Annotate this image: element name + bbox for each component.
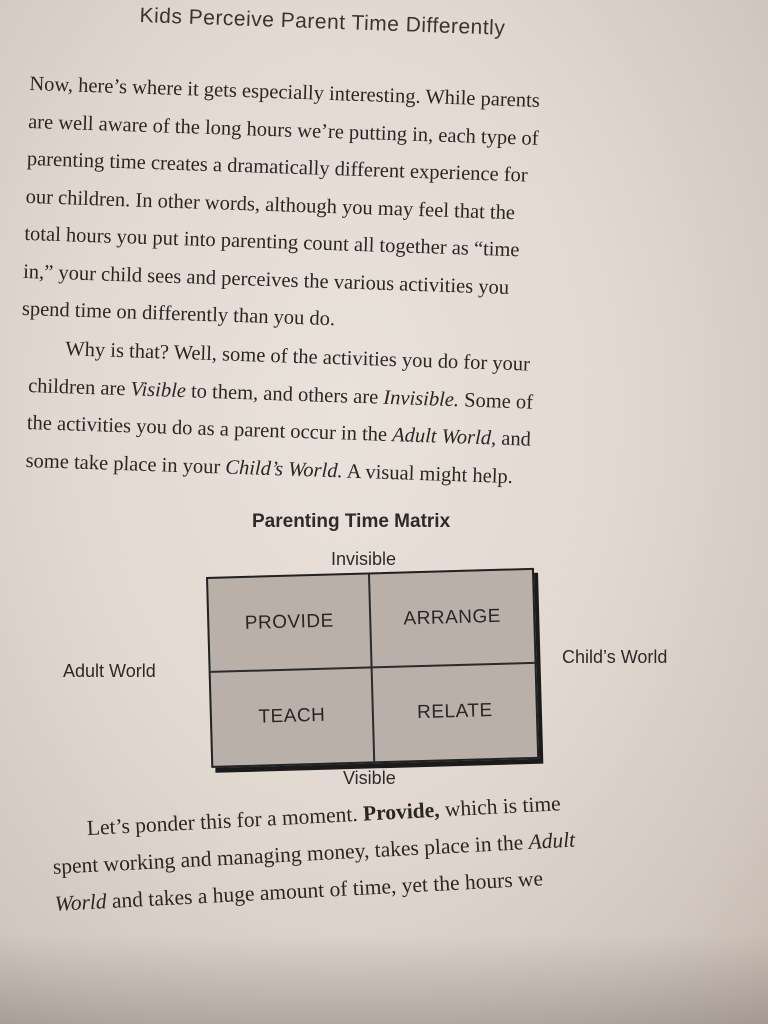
axis-label-childs-world: Child’s World bbox=[562, 647, 668, 667]
emphasis-adult-world: Adult World, bbox=[391, 424, 497, 450]
page-shadow bbox=[0, 934, 768, 1024]
matrix-title: Parenting Time Matrix bbox=[252, 511, 451, 532]
paragraph-line: Now, here’s where it gets especially interesting. While parents bbox=[29, 72, 541, 112]
paragraph-2 bbox=[25, 330, 688, 502]
axis-label-invisible: Invisible bbox=[331, 549, 397, 569]
emphasis-invisible: Invisible. bbox=[383, 386, 460, 411]
cell-provide: PROVIDE bbox=[208, 574, 373, 672]
paragraph-line: total hours you put into parenting count all together as “time bbox=[24, 222, 520, 262]
matrix-grid bbox=[206, 568, 539, 768]
parenting-time-matrix bbox=[0, 505, 768, 805]
text-run: and takes a huge amount of time, yet the hours we bbox=[105, 866, 544, 914]
paragraph-line: spend time on differently than you do. bbox=[21, 297, 336, 331]
paragraph-line: in,” your child sees and perceives the various activities you bbox=[22, 260, 510, 299]
cell-teach: TEACH bbox=[211, 668, 376, 766]
axis-label-adult-world: Adult World bbox=[63, 661, 156, 681]
paragraph-1 bbox=[21, 66, 687, 350]
cell-relate: RELATE bbox=[416, 700, 493, 724]
paragraph-line: parenting time creates a dramatically different experience for bbox=[26, 147, 529, 187]
bold-provide: Provide, bbox=[362, 797, 441, 826]
text-run: spent working and managing money, takes place in the bbox=[52, 830, 530, 879]
paragraph-line: Why is that? Well, some of the activities you do for your bbox=[65, 338, 531, 376]
text-run: and bbox=[495, 427, 532, 451]
text-run: children are bbox=[27, 374, 131, 400]
emphasis-world: World bbox=[54, 889, 108, 916]
text-run: A visual might help. bbox=[342, 459, 514, 488]
emphasis-visible: Visible bbox=[130, 377, 187, 402]
axis-label-visible: Visible bbox=[343, 768, 396, 788]
text-run: to them, and others are bbox=[185, 379, 384, 409]
running-head: Kids Perceive Parent Time Differently bbox=[139, 4, 506, 40]
text-run: some take place in your bbox=[25, 449, 226, 479]
emphasis-adult: Adult bbox=[527, 827, 576, 854]
emphasis-childs-world: Child’s World. bbox=[225, 456, 344, 482]
text-run: Some of bbox=[458, 388, 534, 414]
text-run: the activities you do as a parent occur in the bbox=[26, 411, 393, 447]
paragraph-line: are well aware of the long hours we’re putting in, each type of bbox=[27, 110, 539, 150]
text-run: Let’s ponder this for a moment. bbox=[86, 801, 364, 841]
paragraph-line: our children. In other words, although you may feel that the bbox=[25, 185, 516, 224]
cell-arrange: ARRANGE bbox=[370, 570, 535, 668]
text-run: which is time bbox=[438, 791, 562, 822]
